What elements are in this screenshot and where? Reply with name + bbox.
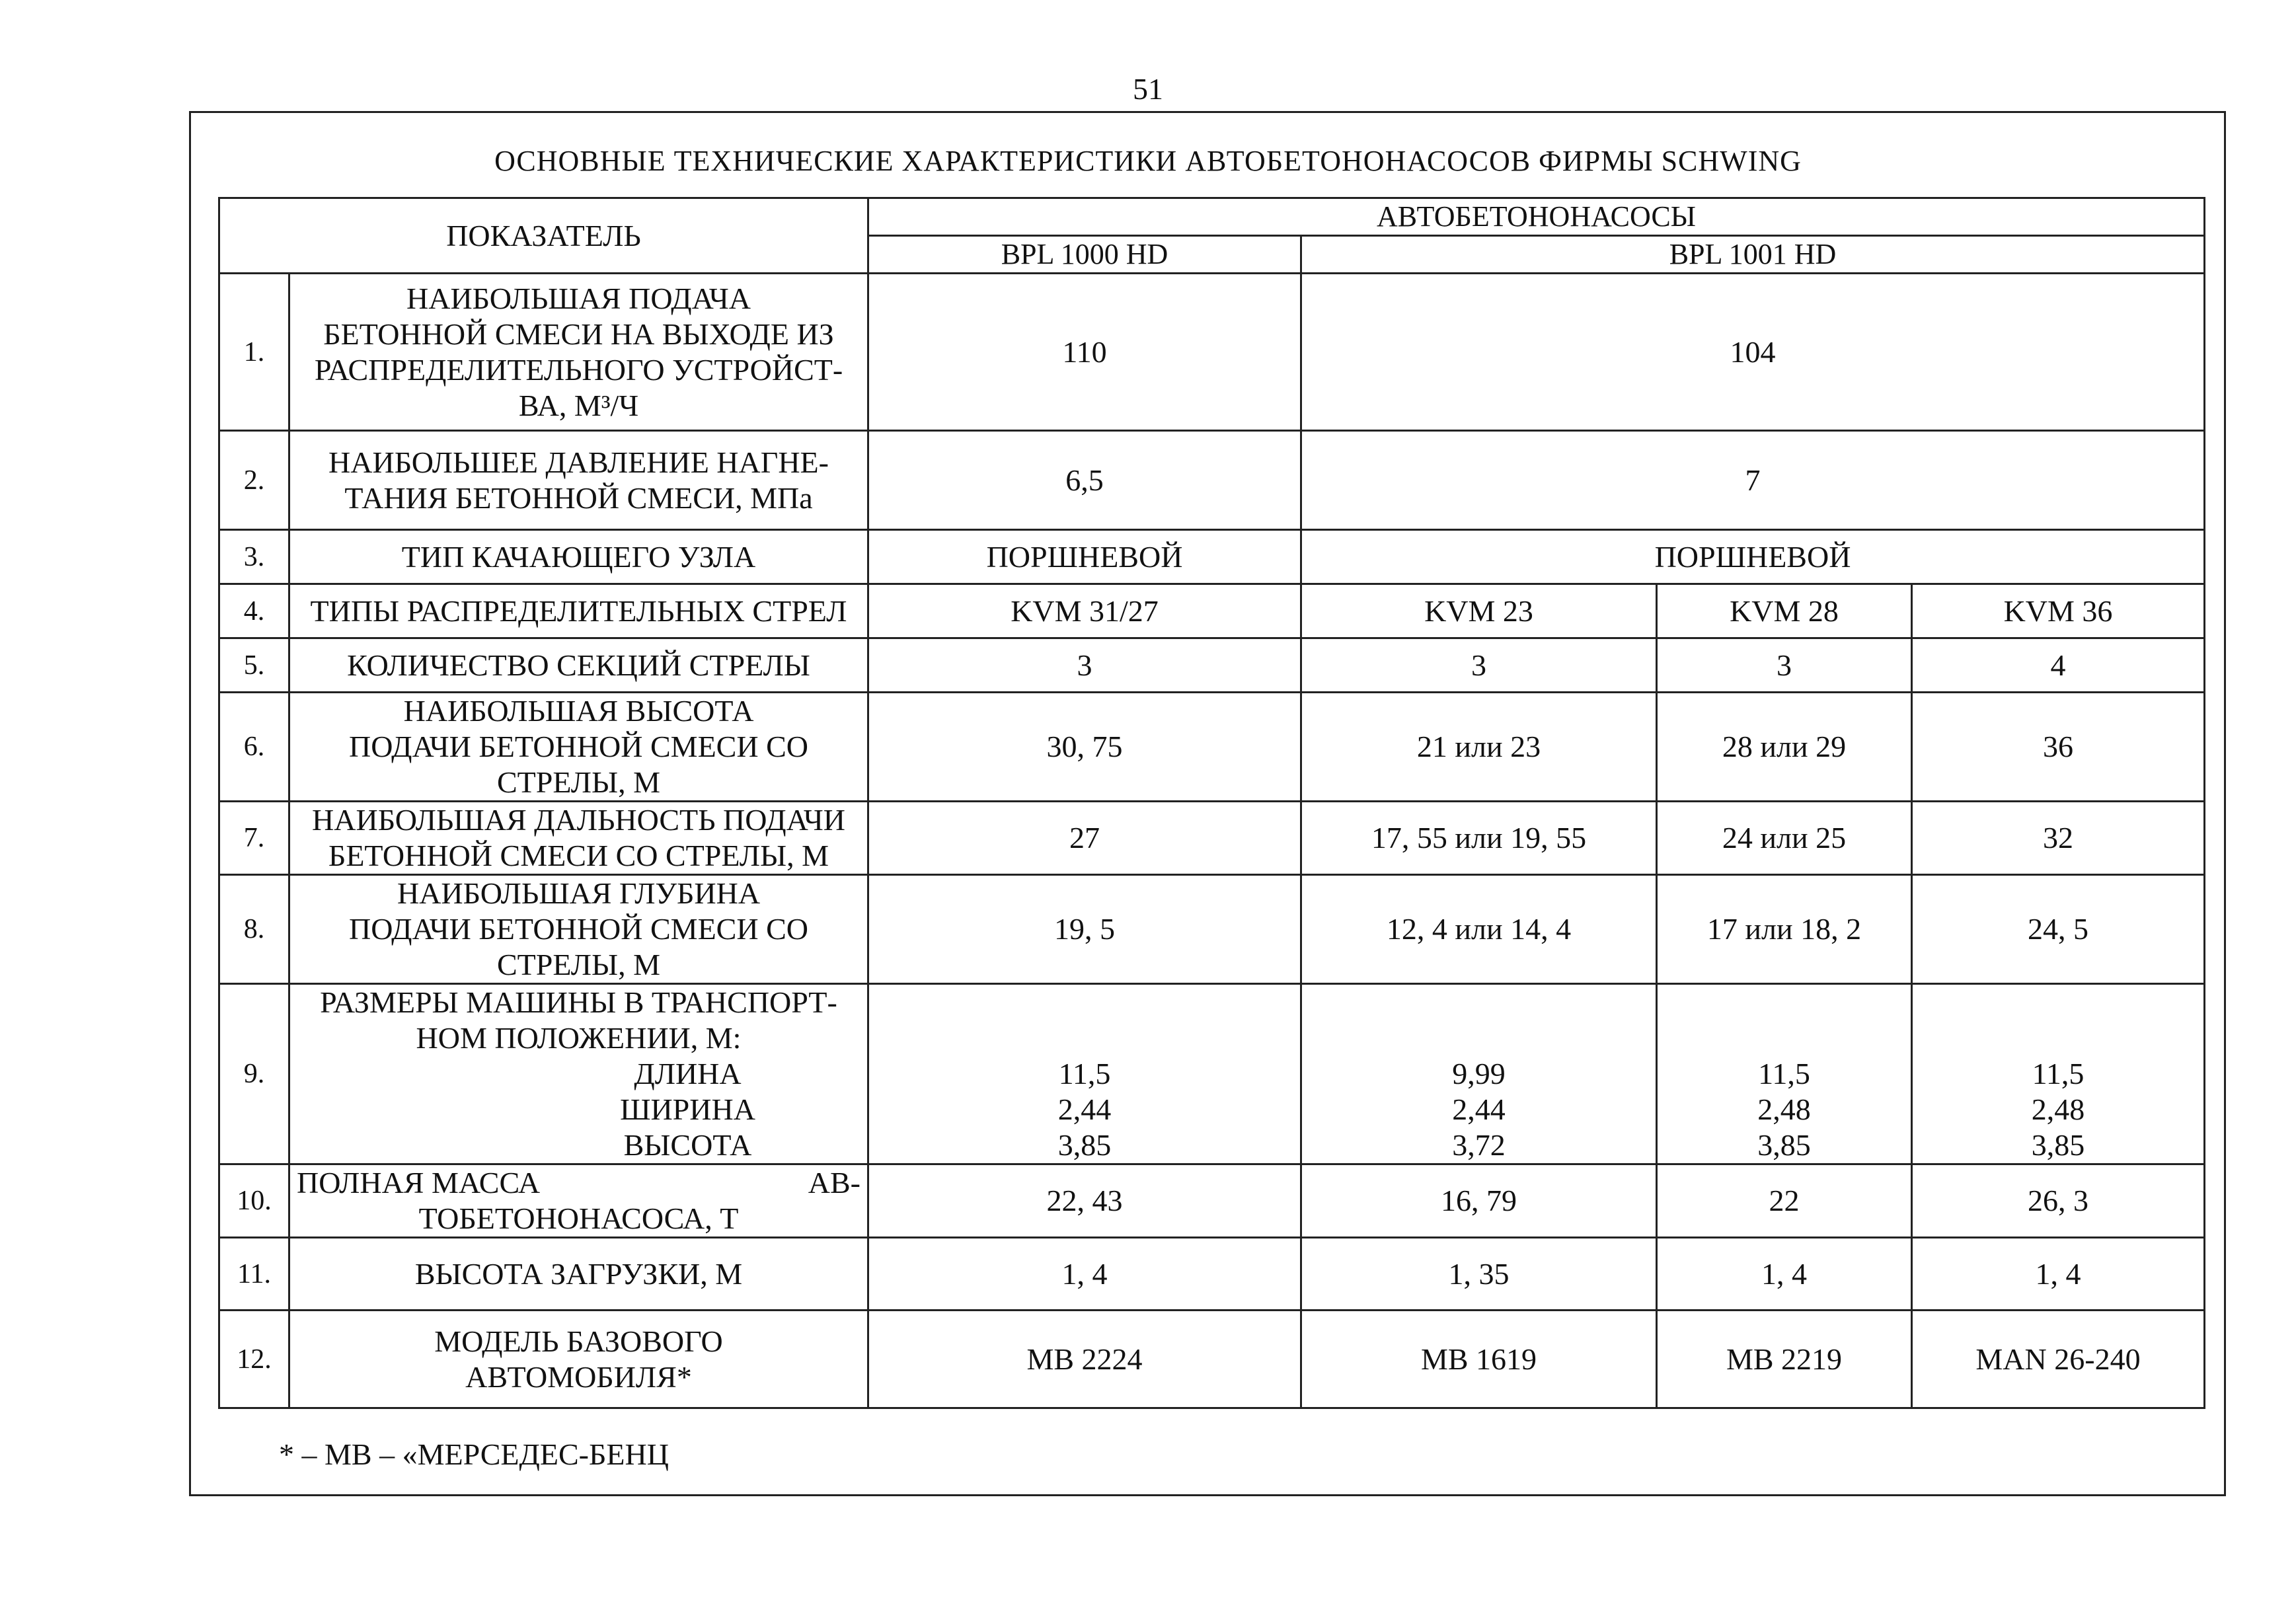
- cell-value: 1, 4: [1657, 1238, 1912, 1311]
- table-row: [219, 802, 2205, 875]
- cell-value: MAN 26-240: [1912, 1311, 2205, 1408]
- row-number: 6.: [219, 693, 289, 802]
- row-indicator: ТИП КАЧАЮЩЕГО УЗЛА: [289, 530, 868, 584]
- row-number: 12.: [219, 1311, 289, 1408]
- cell-value: 6,5: [868, 431, 1301, 530]
- cell-value: 1, 4: [868, 1238, 1301, 1311]
- row-indicator: НАИБОЛЬШАЯ ГЛУБИНА ПОДАЧИ БЕТОННОЙ СМЕСИ СО СТРЕЛЫ, М: [289, 875, 868, 984]
- row-indicator: РАЗМЕРЫ МАШИНЫ В ТРАНСПОРТ- НОМ ПОЛОЖЕНИИ, М: ДЛИНА ШИРИНА ВЫСОТА: [289, 984, 868, 1164]
- cell-value: 30, 75: [868, 693, 1301, 802]
- footnote: * – МВ – «МЕРСЕДЕС-БЕНЦ: [279, 1437, 669, 1471]
- cell-value: 4: [1912, 638, 2205, 693]
- row-number: 11.: [219, 1238, 289, 1311]
- cell-value: 12, 4 или 14, 4: [1301, 875, 1657, 984]
- table-row: [219, 530, 2205, 584]
- row-indicator: КОЛИЧЕСТВО СЕКЦИЙ СТРЕЛЫ: [289, 638, 868, 693]
- cell-value: 36: [1912, 693, 2205, 802]
- cell-value: 1, 35: [1301, 1238, 1657, 1311]
- row-indicator: НАИБОЛЬШАЯ ПОДАЧА БЕТОННОЙ СМЕСИ НА ВЫХОДЕ ИЗ РАСПРЕДЕЛИТЕЛЬНОГО УСТРОЙСТ- ВА, М³/Ч: [289, 274, 868, 431]
- table-row: [219, 584, 2205, 638]
- cell-value: 3: [1657, 638, 1912, 693]
- cell-value: ПОРШНЕВОЙ: [868, 530, 1301, 584]
- header-model-b: BPL 1001 HD: [1301, 236, 2205, 274]
- cell-value: 11,5 2,44 3,85: [868, 984, 1301, 1164]
- row-indicator: ТИПЫ РАСПРЕДЕЛИТЕЛЬНЫХ СТРЕЛ: [289, 584, 868, 638]
- cell-value: 21 или 23: [1301, 693, 1657, 802]
- cell-value: 19, 5: [868, 875, 1301, 984]
- cell-value: 28 или 29: [1657, 693, 1912, 802]
- header-indicator: ПОКАЗАТЕЛЬ: [219, 198, 868, 274]
- row-indicator: НАИБОЛЬШАЯ ВЫСОТА ПОДАЧИ БЕТОННОЙ СМЕСИ СО СТРЕЛЫ, М: [289, 693, 868, 802]
- table-row: [219, 638, 2205, 693]
- row-number: 5.: [219, 638, 289, 693]
- header-model-a: BPL 1000 HD: [868, 236, 1301, 274]
- row-indicator: ПОЛНАЯ МАССА АВ- ТОБЕТОНОНАСОСА, Т: [289, 1164, 868, 1238]
- cell-value: MB 2219: [1657, 1311, 1912, 1408]
- page-number: 51: [1133, 72, 1163, 106]
- table-row: [219, 431, 2205, 530]
- table-row: [219, 693, 2205, 802]
- row-number: 7.: [219, 802, 289, 875]
- table-row: [219, 274, 2205, 431]
- document-title: ОСНОВНЫЕ ТЕХНИЧЕСКИЕ ХАРАКТЕРИСТИКИ АВТОБЕТОНОНАСОСОВ ФИРМЫ SCHWING: [494, 145, 1802, 177]
- cell-value: 22, 43: [868, 1164, 1301, 1238]
- row-number: 8.: [219, 875, 289, 984]
- cell-value: 22: [1657, 1164, 1912, 1238]
- row-number: 10.: [219, 1164, 289, 1238]
- cell-value: 3: [1301, 638, 1657, 693]
- row-number: 4.: [219, 584, 289, 638]
- cell-value: 26, 3: [1912, 1164, 2205, 1238]
- cell-value: 32: [1912, 802, 2205, 875]
- cell-value: MB 1619: [1301, 1311, 1657, 1408]
- cell-value: 7: [1301, 431, 2205, 530]
- table-row: [219, 1311, 2205, 1408]
- cell-value: 17 или 18, 2: [1657, 875, 1912, 984]
- cell-value: 24 или 25: [1657, 802, 1912, 875]
- cell-value: 17, 55 или 19, 55: [1301, 802, 1657, 875]
- cell-value: KVM 28: [1657, 584, 1912, 638]
- row-number: 2.: [219, 431, 289, 530]
- cell-value: 16, 79: [1301, 1164, 1657, 1238]
- cell-value: 104: [1301, 274, 2205, 431]
- row-indicator: НАИБОЛЬШЕЕ ДАВЛЕНИЕ НАГНЕ- ТАНИЯ БЕТОННОЙ СМЕСИ, МПа: [289, 431, 868, 530]
- table-row: [219, 875, 2205, 984]
- cell-value: 9,99 2,44 3,72: [1301, 984, 1657, 1164]
- cell-value: MB 2224: [868, 1311, 1301, 1408]
- row-indicator: МОДЕЛЬ БАЗОВОГО АВТОМОБИЛЯ*: [289, 1311, 868, 1408]
- cell-value: KVM 31/27: [868, 584, 1301, 638]
- cell-value: 11,5 2,48 3,85: [1912, 984, 2205, 1164]
- specifications-table: [218, 197, 2205, 1409]
- table-row: [219, 1238, 2205, 1311]
- header-group: АВТОБЕТОНОНАСОСЫ: [868, 198, 2205, 236]
- row-indicator: НАИБОЛЬШАЯ ДАЛЬНОСТЬ ПОДАЧИ БЕТОННОЙ СМЕСИ СО СТРЕЛЫ, М: [289, 802, 868, 875]
- cell-value: 110: [868, 274, 1301, 431]
- row-number: 1.: [219, 274, 289, 431]
- row-indicator: ВЫСОТА ЗАГРУЗКИ, М: [289, 1238, 868, 1311]
- cell-value: 11,5 2,48 3,85: [1657, 984, 1912, 1164]
- row-number: 9.: [219, 984, 289, 1164]
- cell-value: KVM 23: [1301, 584, 1657, 638]
- cell-value: KVM 36: [1912, 584, 2205, 638]
- table-row: [219, 1164, 2205, 1238]
- cell-value: 3: [868, 638, 1301, 693]
- cell-value: 24, 5: [1912, 875, 2205, 984]
- cell-value: 1, 4: [1912, 1238, 2205, 1311]
- cell-value: 27: [868, 802, 1301, 875]
- row-number: 3.: [219, 530, 289, 584]
- table-row: [219, 984, 2205, 1164]
- cell-value: ПОРШНЕВОЙ: [1301, 530, 2205, 584]
